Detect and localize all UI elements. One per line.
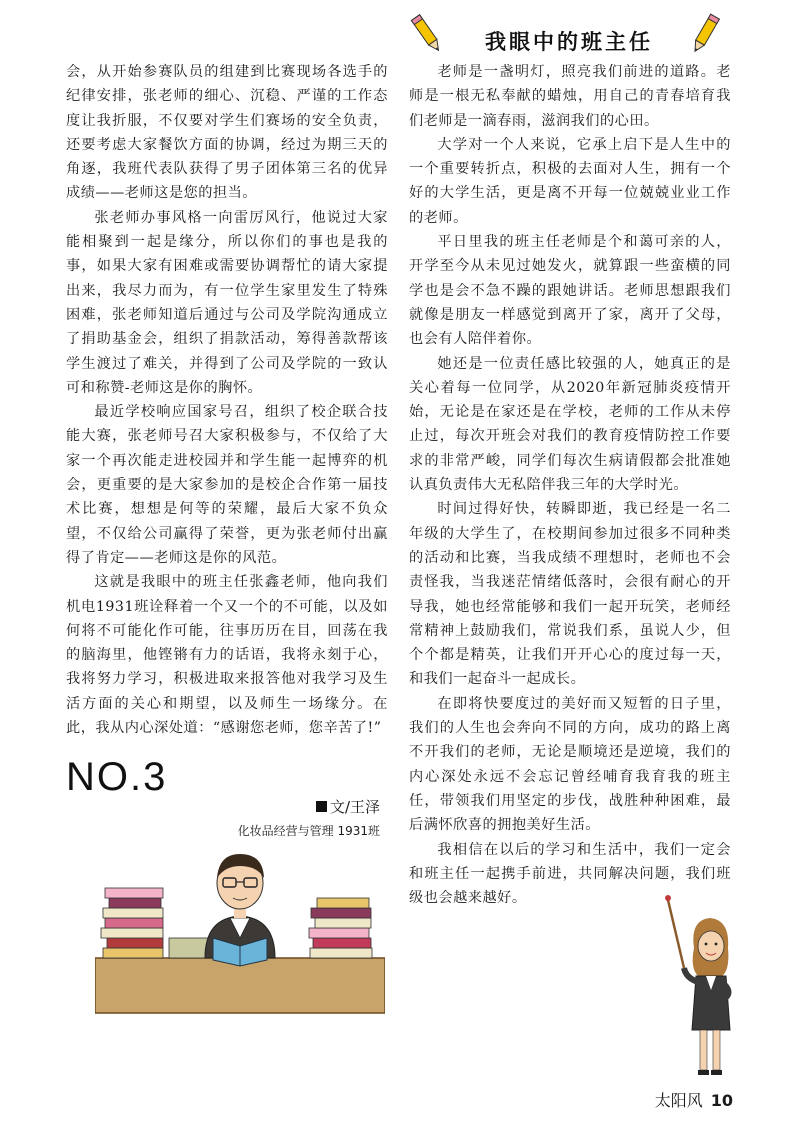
author-major: 化妆品经营与管理 1931班 <box>237 824 380 838</box>
paragraph: 平日里我的班主任老师是个和蔼可亲的人，开学至今从未见过她发火，就算跟一些蛮横的同学也是会不急不躁的跟她讲话。老师思想跟我们就像是朋友一样感觉到离开了家，离开了父母，也会有人陪伴着你。 <box>409 234 731 348</box>
author-name: 文/王泽 <box>329 798 380 816</box>
page-number: 10 <box>710 1091 733 1110</box>
right-column <box>409 60 731 910</box>
teacher-pointer-illustration <box>660 890 740 1080</box>
paragraph: 我相信在以后的学习和生活中，我们一定会和班主任一起携手前进，共同解决问题，我们班级也会越来越好。 <box>409 841 731 907</box>
paragraph: 老师是一盏明灯，照亮我们前进的道路。老师是一根无私奉献的蜡烛，用自己的青春培育我们老师是一滴春雨，滋润我们的心田。 <box>409 64 731 129</box>
author-byline <box>225 796 380 817</box>
page-title: 我眼中的班主任 <box>485 29 653 54</box>
paragraph: 她还是一位责任感比较强的人，她真正的是关心着每一位同学，从2020年新冠肺炎疫情开始，无论是在家还是在学校，老师的工作从未停止过，每次开班会对我们的教育疫情防控工作要求的非常严峻，同学们每次生病请假都会批准她认真负责伟大无私陪伴我三年的大学时光。 <box>409 355 731 494</box>
magazine-name: 太阳风 <box>654 1091 703 1110</box>
paragraph: 会，从开始参赛队员的组建到比赛现场各选手的纪律安排，张老师的细心、沉稳、严谨的工作态度让我折服，不仅要对学生们赛场的安全负责，还要考虑大家餐饮方面的协调，经过为期三天的角逐，我班代表队获得了男子团体第三名的优异成绩——老师这是您的担当。 <box>66 64 388 202</box>
left-column <box>66 60 388 740</box>
paragraph: 张老师办事风格一向雷厉风行，他说过大家能相聚到一起是缘分，所以你们的事也是我的事，如果大家有困难或需要协调帮忙的请大家提出来，我尽力而为，有一位学生家里发生了特殊困难，张老师知道后通过与公司及学院沟通成立了捐助基金会，组织了捐款活动，筹得善款帮该学生渡过了难关，并得到了公司及学院的一致认可和称赞-老师这是你的胸怀。 <box>66 209 388 396</box>
square-bullet-icon <box>316 801 327 812</box>
pencil-icon <box>407 12 447 56</box>
teacher-reading-illustration <box>95 838 385 1018</box>
paragraph: 在即将快要度过的美好而又短暂的日子里，我们的人生也会奔向不同的方向，成功的路上离不开我们的老师，无论是顺境还是逆境，我们的内心深处永远不会忘记曾经哺育我育我的班主任，带领我们用坚定的步伐，战胜种种困难，最后满怀欣喜的拥抱美好生活。 <box>409 695 731 834</box>
paragraph: 这就是我眼中的班主任张鑫老师，他向我们机电1931班诠释着一个又一个的不可能，以及如何将不可能化作可能，往事历历在目，回荡在我的脑海里，他铿锵有力的话语，我将永刻于心，我将努力学习，积极进取来报答他对我学习及生活方面的关心和期望，以及师生一场缘分。在此，我从内心深处道：“感谢您老师，您辛苦了!” <box>66 574 388 737</box>
paragraph: 最近学校响应国家号召，组织了校企联合技能大赛，张老师号召大家积极参与，不仅给了大家一个再次能走进校园并和学生能一起博弈的机会，更重要的是大家参加的是校企合作第一届技术比赛，想想是何等的荣耀，最后大家不负众望，不仅给公司赢得了荣誉，更为张老师付出赢得了肯定——老师这是你的风范。 <box>66 404 388 566</box>
page-footer <box>655 1088 733 1111</box>
pencil-icon <box>685 12 725 56</box>
paragraph: 时间过得好快，转瞬即逝，我已经是一名二年级的大学生了，在校期间参加过很多不同种类的活动和比赛，当我成绩不理想时，老师也不会责怪我，当我迷茫情绪低落时，会很有耐心的开导我，她也经常能够和我们一起开玩笑，老师经常精神上鼓励我们，常说我们系，虽说人少，但个个都是精英，让我们开开心心的度过每一天，和我们一起奋斗一起成长。 <box>409 501 731 688</box>
section-header <box>405 12 727 56</box>
paragraph: 大学对一个人来说，它承上启下是人生中的一个重要转折点，积极的去面对人生，拥有一个好的大学生活，更是离不开每一位兢兢业业工作的老师。 <box>409 136 731 226</box>
section-number: NO.3 <box>66 755 168 799</box>
